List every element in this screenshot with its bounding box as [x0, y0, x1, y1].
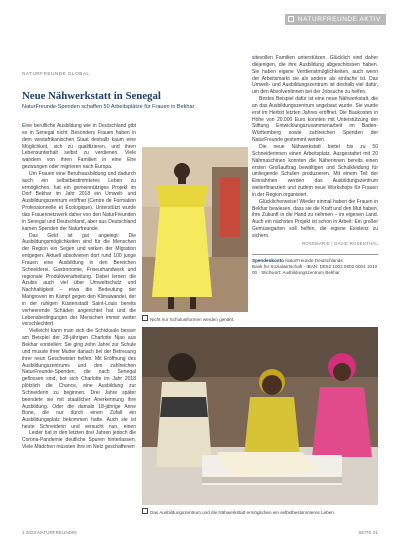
article-subtitle: NaturFreunde-Spenden schaffen 50 Arbeitsplätze für Frauen in Bekhar: [22, 104, 195, 110]
article-title: Neue Nähwerkstatt in Senegal: [22, 90, 161, 102]
donation-org: NaturFreunde Deutschlands: [285, 257, 343, 263]
caption-marker-icon: [142, 315, 148, 321]
author-byline: ROSEMARIE | DAVID ROSENTHAL: [302, 240, 378, 246]
photo-sewing-workshop: [142, 327, 378, 505]
caption-marker-icon: [142, 508, 148, 514]
body-paragraph: Glücklicherweise! Wieder einmal haben die Frauen in Bekhar bewiesen, dass sie die Kraft und den Mut haben, ihre Zukunft in die Hand zu nehmen – im eigenen Land. Auch ein nächstes Projekt ist schon in Arbeit: Ein großer Gemüsegarten soll helfen, die eigene Existenz zu sichern.: [252, 198, 378, 239]
page-footer: [22, 530, 378, 535]
footer-issue: 1 2023 NATURFREUNDIN: [22, 530, 77, 535]
body-paragraph: sitevollen Familien unterstützen. Glücklich sind daher diejenigen, die ihre Ausbildung abgeschlossen haben. Sie haben eigene Verdienstmöglichkeiten, auch wenn der Arbeitsmarkt sie als andere als einfache ist. Das Umwelt- und Ausbildungszentrum ist deshalb viel dafür, um den Absolventinnen bei der Jobsuche zu helfen.: [252, 55, 378, 96]
body-paragraph: Die neue Nähwerkstatt bietet bis zu 50 Schneiderinnen einen Arbeitsplatz. Ausgestattet mit 20 Nähmaschinen konnten die Näherinnen bereits einen ersten Großauftrag bewältigen und Schulkleidung für umliegende Schulen produzieren. Mit einem Teil der Einnahmen werden das Ausbildungszentrum weiterfinanziert und zudem neue Workshops für Frauen in der Region organisiert.: [252, 143, 378, 198]
section-header-tag: NATURFREUNDE AKTIV: [285, 14, 386, 25]
photo-yellow-dress: [142, 147, 248, 312]
body-paragraph: Vielleicht kann man sich die Schicksale besser am Beispiel der 28-jährigen Charlotte Njao aus Bekhar vorstellen: Sie ging zehn Jahre zur Schule und musste ihrer Mutter danach bei der Betreuung ihrer neun Geschwister helfen. Mit Eröffnung des Ausbildungszentrums und den zahlreichen NaturFreunde-Spenden, die nach Senegal geflossen sind, bot sich Charlotte im Jahr 2018 plötzlich die Chance, eine Ausbildung zur Schneiderin zu beginnen. Drei Jahre später beendete sie mit staatlicher Anerkennung ihre Ausbildung. Oder die damals 18-jährige Anne Bone, die nur durch einen Zufall ein Ausbildungsplatz bekommen hatte. Auch sie ist heute Schneiderin und versucht nun, einen: [22, 328, 136, 431]
footer-page-number: SEITE 31: [358, 530, 378, 535]
body-paragraph: Um Frauen eine Berufsausbildung und dadurch auch ein selbstbestimmteres Leben zu ermöglichen, hat ein gemeinnütziges Projekt im Dorf Bekhar im Jahr 2018 ein Umwelt- und Ausbildungszentrum eröffnet (Centre de Formation Professionnelle et Écologique). Unterstützt wurde das Frauennetzwerk daher von den NaturFreunden in Senegal und Deutschland, aber aus Deutschland kamen Spenden der Naturfreunde.: [22, 170, 136, 232]
body-paragraph: Leider hat in den letzten drei Jahren jedoch die Corona-Pandemie deutliche Spuren hinterlassen. Viele Mädchen müssten ihre im Netz geschaffenen: [22, 430, 136, 450]
photo-caption: Das Ausbildungszentrum und die Nähwerkstatt ermöglichen ein selbstbestimmteres Leben.: [142, 508, 382, 515]
body-paragraph: Das Geld ist gut angelegt: Die Ausbildungsmöglichkeiten sind für die Menschen der Region ein Segen und wirken der Migration entgegen. Aktuell absolvieren dort rund 100 junge Frauen eine Ausbildung in den Bereichen Schneiderei, Gastronomie, Friseurhandwerk und regionale Produktverarbeitung. Dabei lernen die Azubis auch viel über Umweltschutz und Nachhaltigkeit – etwa die Bedeutung der Mangroven im Kampf gegen den Klimawandel, der in der ruhigen Küstenstadt Saint-Louis bereits verheerende Schäden angerichtet hat und die Lebensbedingungen der Menschen immer weiter verschlechtert.: [22, 232, 136, 328]
donation-details: Bank für Sozialwirtschaft · IBAN: DE52 1002 0500 0004 1010 00 · Stichwort: Ausbildungszentrum Bekhar: [252, 263, 378, 275]
body-paragraph: Bestes Beispiel dafür ist eine neue Nähwerkstatt, die an das Ausbildungszentrum angebaut wurde. Sie wurde erst im Herbst letzten Jahres eröffnet. Die Baukosten in Höhe von 20.000 Euro konnten mit Unterstützung der Stiftung Entwicklungszusammenarbeit im Baden-Württemberg sowie zahlreichen Spenden der NaturFreunde gestemmt werden.: [252, 96, 378, 144]
section-label: NATURFREUNDE GLOBAL: [22, 72, 90, 77]
donation-label: Spendenkonto: [252, 257, 284, 263]
body-paragraph: Eine berufliche Ausbildung wie in Deutschland gibt es in Senegal nicht. Besonders Frauen haben in dem westafrikanischen Staat deshalb kaum eine Möglichkeit, sich zu qualifizieren, und ihren Lebensunterhalt selbst zu verdienen. Viele wandern von ihren Familien in eine Ehe gezwungen oder migrieren nach Europa.: [22, 123, 136, 171]
donation-box: [252, 254, 378, 276]
photo-caption: Nicht nur Schuluniformen werden genäht.: [142, 315, 272, 322]
